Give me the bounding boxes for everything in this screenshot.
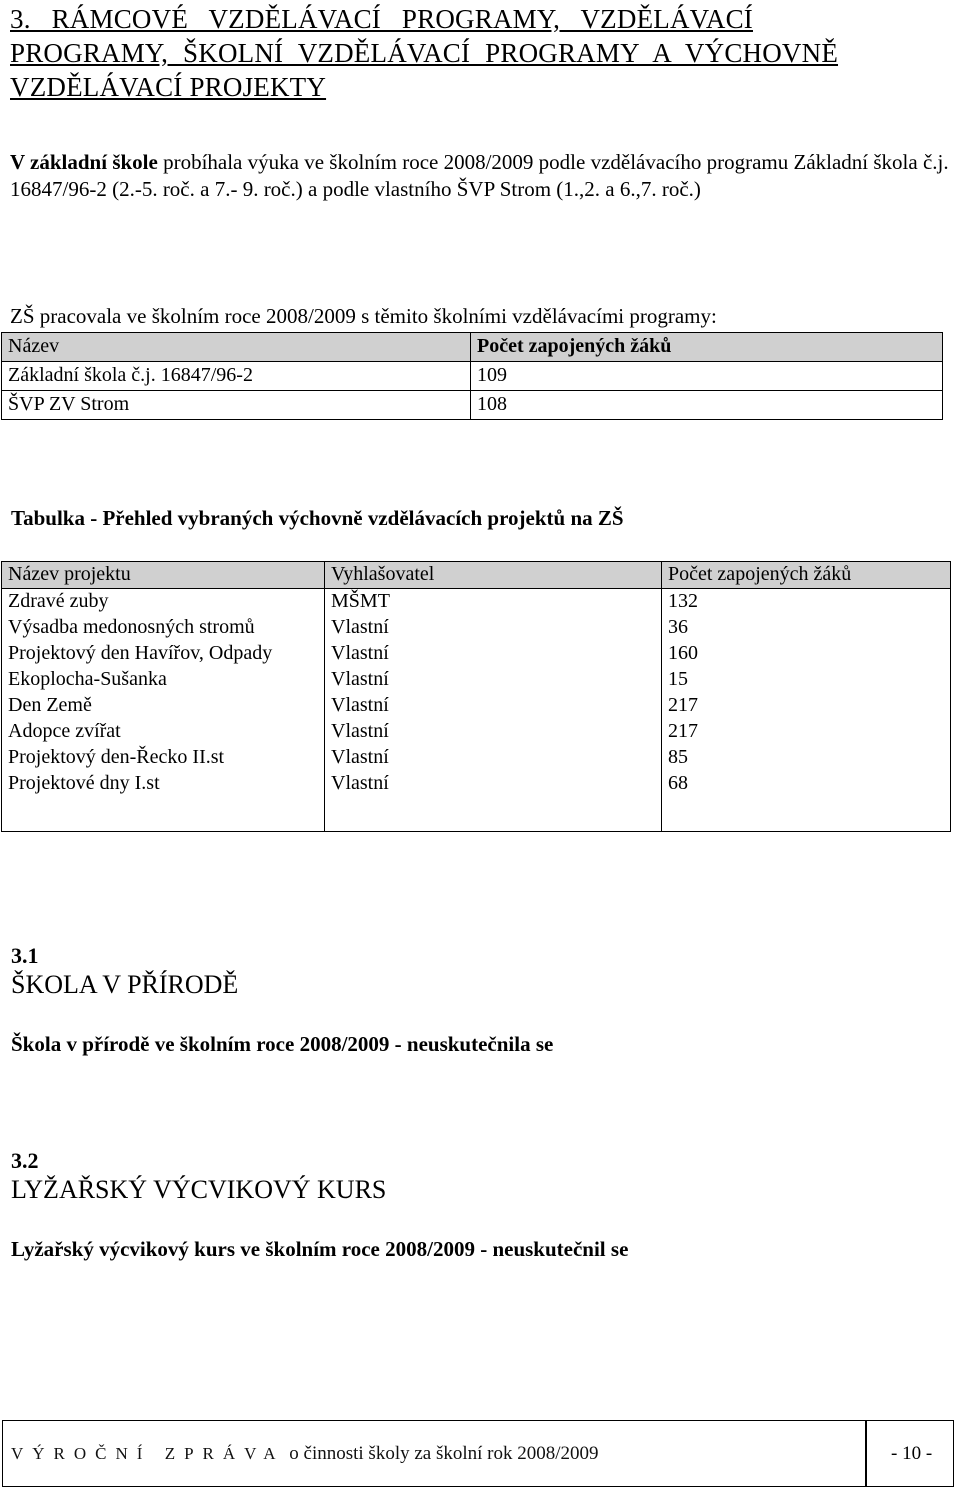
section-3-1-title: ŠKOLA V PŘÍRODĚ [11, 970, 239, 999]
table-header-row [2, 333, 943, 362]
table-row [2, 589, 951, 616]
cell: 36 [662, 615, 951, 641]
table-row [2, 719, 951, 745]
cell: Projektový den Havířov, Odpady [2, 641, 325, 667]
table-row [2, 667, 951, 693]
cell: Vlastní [325, 693, 662, 719]
table-row [2, 615, 951, 641]
projects-caption: Tabulka - Přehled vybraných výchovně vzdělávacích projektů na ZŠ [11, 506, 624, 530]
cell: 217 [662, 693, 951, 719]
cell: Ekoplocha-Sušanka [2, 667, 325, 693]
cell: 68 [662, 771, 951, 832]
cell: Vlastní [325, 667, 662, 693]
table-row [2, 693, 951, 719]
cell: Výsadba medonosných stromů [2, 615, 325, 641]
header-cell-name: Název [2, 333, 471, 362]
section-3-2-title: LYŽAŘSKÝ VÝCVIKOVÝ KURS [11, 1175, 387, 1204]
intro-bold: V základní škole [10, 150, 158, 174]
cell: Den Země [2, 693, 325, 719]
cell: Projektový den-Řecko II.st [2, 745, 325, 771]
chapter-heading [10, 2, 950, 104]
chapter-heading-line-3: VZDĚLÁVACÍ PROJEKTY [10, 72, 327, 102]
page-footer [2, 1420, 954, 1487]
page-number: - 10 - [891, 1443, 933, 1464]
chapter-heading-line-2: PROGRAMY, ŠKOLNÍ VZDĚLÁVACÍ PROGRAMY A VÝCHOVNĚ [10, 38, 839, 68]
header-cell-announcer: Vyhlašovatel [325, 562, 662, 589]
table-row [2, 771, 951, 832]
cell: Základní škola č.j. 16847/96-2 [2, 362, 471, 391]
cell: 85 [662, 745, 951, 771]
header-cell-count: Počet zapojených žáků [662, 562, 951, 589]
section-3-2-text: Lyžařský výcvikový kurs ve školním roce 2008/2009 - neuskutečnil se [11, 1237, 629, 1261]
footer-text [11, 1443, 599, 1465]
cell: 132 [662, 589, 951, 616]
cell: 109 [471, 362, 943, 391]
cell: 15 [662, 667, 951, 693]
programs-intro: ZŠ pracovala ve školním roce 2008/2009 s těmito školními vzdělávacími programy: [10, 304, 717, 328]
cell: Vlastní [325, 745, 662, 771]
header-cell-project: Název projektu [2, 562, 325, 589]
table-row [2, 362, 943, 391]
header-cell-count: Počet zapojených žáků [471, 333, 943, 362]
cell: 160 [662, 641, 951, 667]
cell: 108 [471, 391, 943, 420]
section-3-1-text: Škola v přírodě ve školním roce 2008/2009 - neuskutečnila se [11, 1032, 554, 1056]
table-header-row [2, 562, 951, 589]
intro-text: probíhala výuka ve školním roce 2008/2009 podle vzdělávacího programu Základní škola č.j. 16847/96-2 (2.-5. roč. a 7.- 9. roč.) a podle vlastního ŠVP Strom (1.,2. a 6.,7. roč.) [10, 150, 949, 201]
cell: Vlastní [325, 641, 662, 667]
projects-table [1, 561, 951, 832]
footer-divider [865, 1421, 867, 1486]
table-row [2, 745, 951, 771]
cell: ŠVP ZV Strom [2, 391, 471, 420]
table-row [2, 641, 951, 667]
footer-report-title: VÝROČNÍ ZPRÁVA [11, 1444, 285, 1463]
intro-paragraph [10, 149, 950, 203]
cell: Zdravé zuby [2, 589, 325, 616]
section-3-2-number: 3.2 [11, 1148, 39, 1173]
section-3-1-number: 3.1 [11, 943, 39, 968]
table-row [2, 391, 943, 420]
cell: MŠMT [325, 589, 662, 616]
programs-table [1, 332, 943, 420]
footer-subtitle: o činnosti školy za školní rok 2008/2009 [289, 1443, 599, 1464]
cell: Projektové dny I.st [2, 771, 325, 832]
cell: 217 [662, 719, 951, 745]
cell: Vlastní [325, 771, 662, 832]
cell: Adopce zvířat [2, 719, 325, 745]
chapter-heading-line-1: 3. RÁMCOVÉ VZDĚLÁVACÍ PROGRAMY, VZDĚLÁVACÍ [10, 4, 753, 34]
cell: Vlastní [325, 615, 662, 641]
cell: Vlastní [325, 719, 662, 745]
